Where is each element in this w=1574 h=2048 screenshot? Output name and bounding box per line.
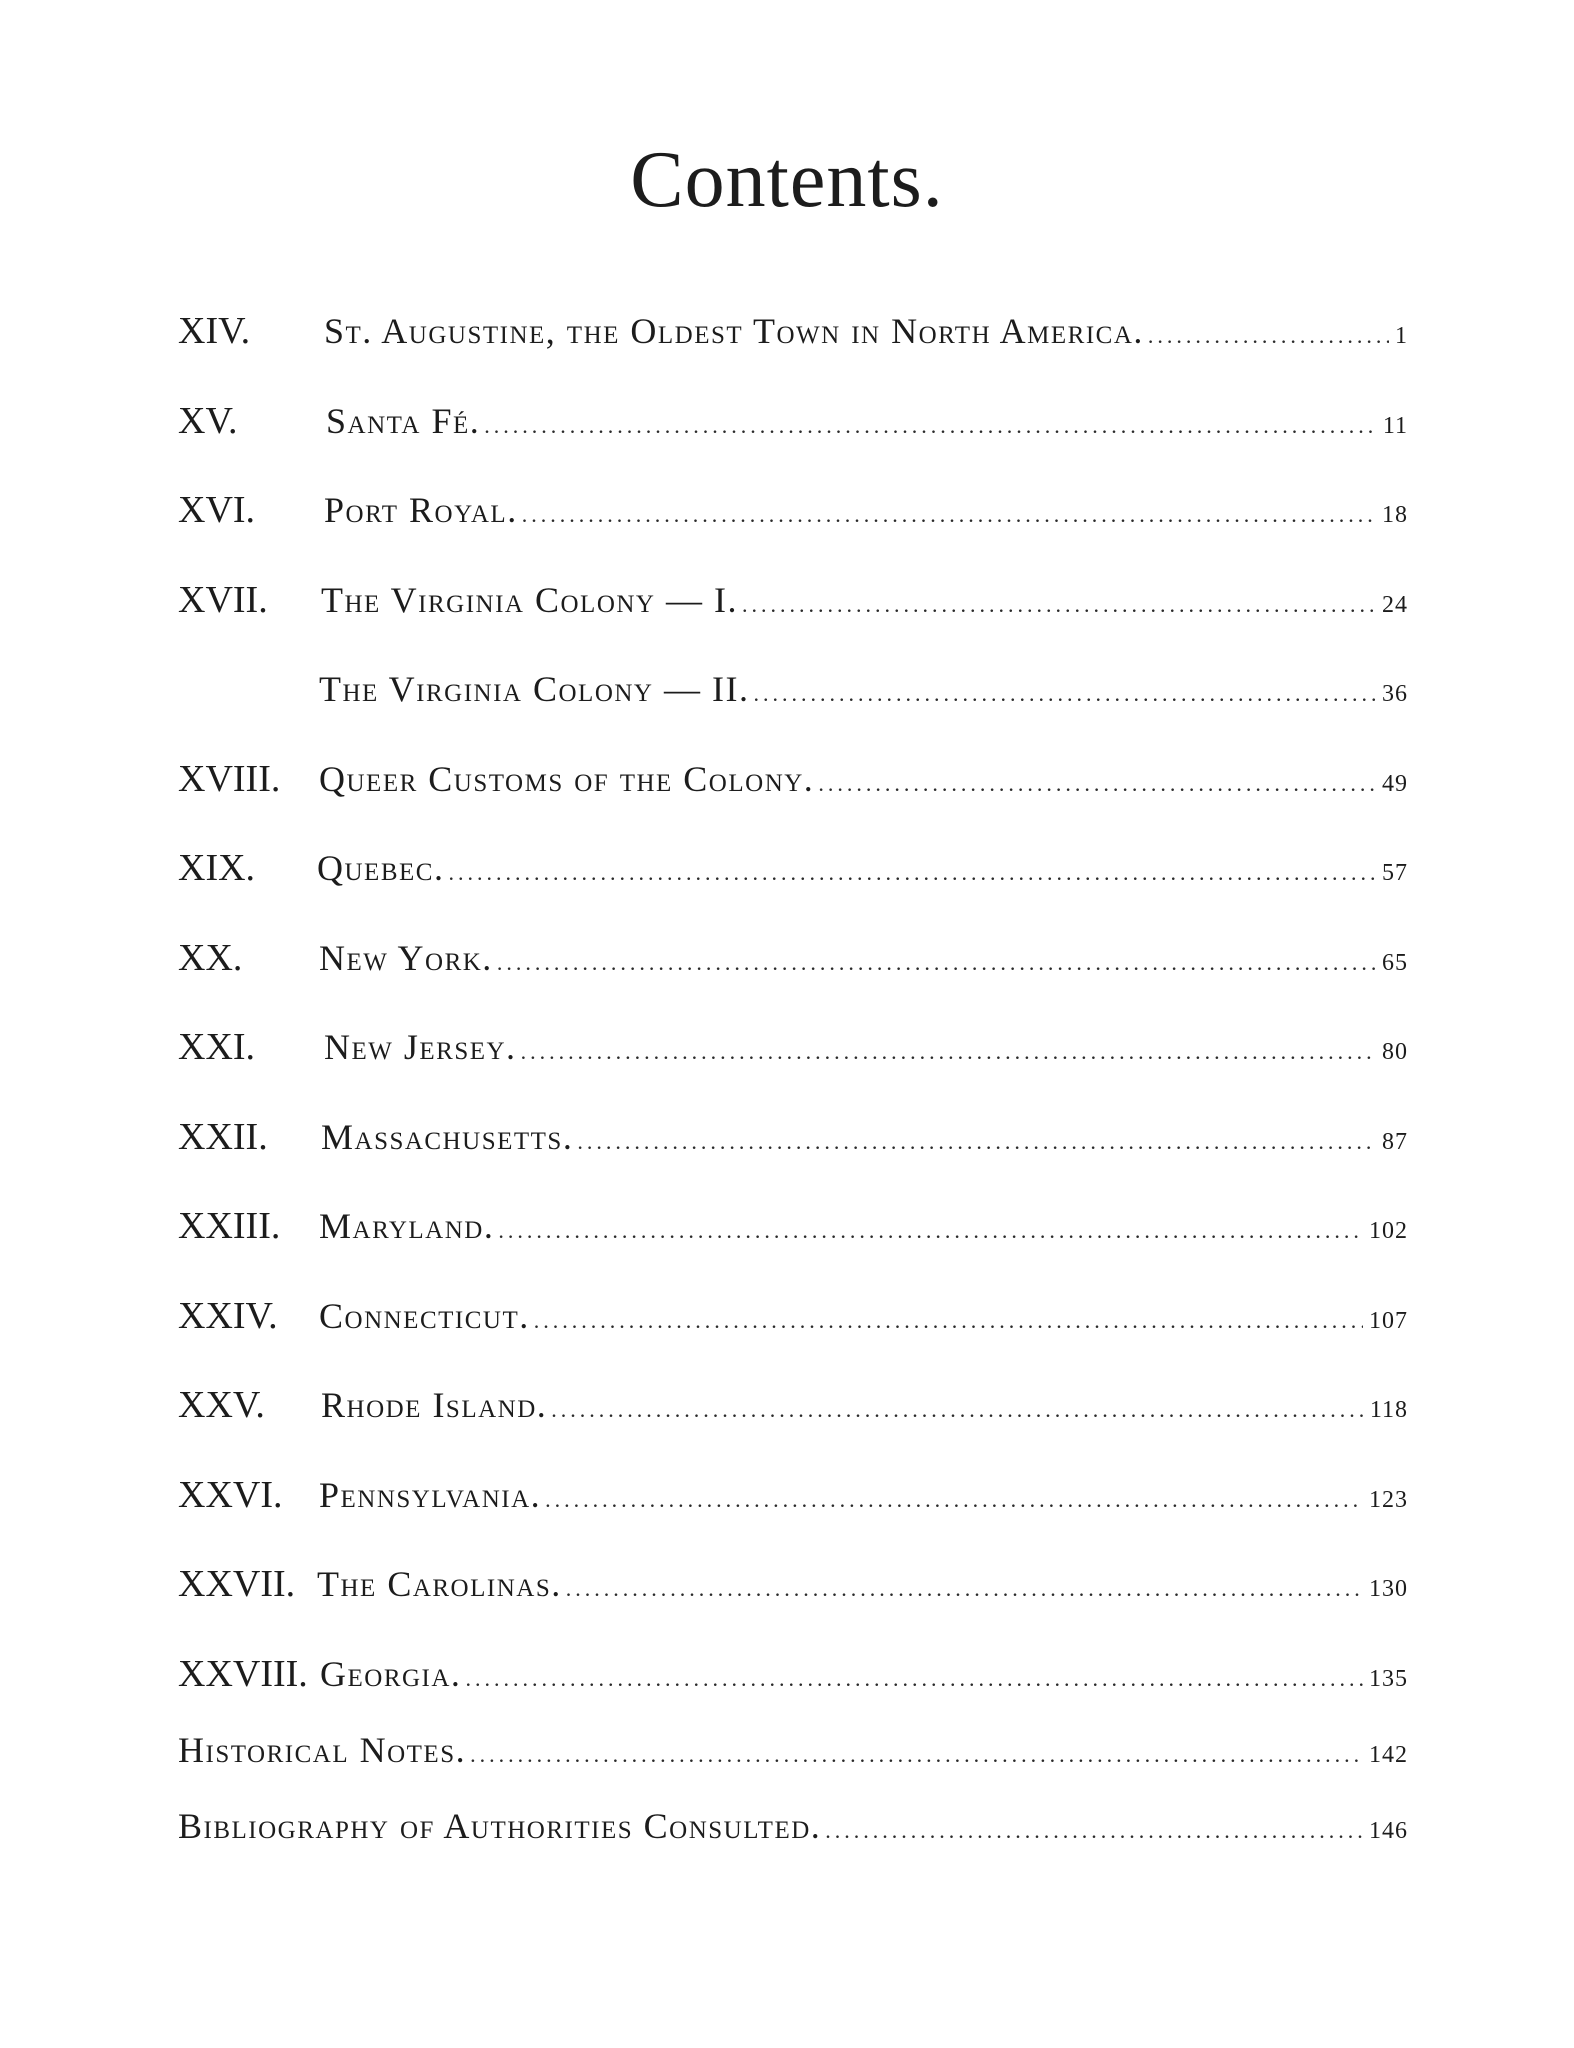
chapter-title: The Carolinas. — [317, 1564, 562, 1604]
page-number: 11 — [1382, 412, 1408, 439]
page-number: 102 — [1369, 1218, 1408, 1244]
chapter-title: Queer Customs of the Colony. — [319, 758, 815, 799]
page-number: 80 — [1382, 1039, 1408, 1065]
table-of-contents — [178, 296, 1408, 1867]
page-number: 142 — [1369, 1741, 1408, 1768]
chapter-title: The Virginia Colony — II. — [319, 669, 750, 709]
chapter-number: XVI. — [178, 489, 256, 531]
chapter-title: The Virginia Colony — I. — [321, 579, 738, 620]
page-number: 18 — [1382, 502, 1408, 528]
toc-entry[interactable] — [178, 1102, 1408, 1192]
page-number: 24 — [1382, 591, 1408, 618]
toc-entry[interactable] — [178, 833, 1408, 923]
dot-leader — [742, 570, 1376, 640]
dot-leader — [484, 391, 1377, 461]
chapter-title: Massachusetts. — [321, 1116, 574, 1157]
section-title: Bibliography of Authorities Consulted. — [178, 1805, 822, 1846]
chapter-number: XXVII. — [178, 1563, 296, 1605]
page-number: 146 — [1369, 1817, 1408, 1844]
chapter-title: New York. — [319, 937, 493, 978]
chapter-number: XXV. — [178, 1384, 265, 1426]
dot-leader — [577, 1107, 1376, 1177]
chapter-number: XVIII. — [178, 757, 281, 800]
chapter-number: XXIV. — [178, 1294, 278, 1337]
chapter-number: XXVIII. — [178, 1652, 308, 1695]
dot-leader — [470, 1720, 1363, 1790]
page-number: 36 — [1382, 681, 1408, 707]
chapter-title: Pennsylvania. — [319, 1474, 542, 1515]
page-number: 130 — [1369, 1576, 1408, 1602]
dot-leader — [753, 659, 1376, 729]
page-number: 107 — [1369, 1307, 1408, 1334]
page-number: 135 — [1369, 1665, 1408, 1692]
dot-leader — [566, 1554, 1363, 1624]
chapter-title: Rhode Island. — [321, 1385, 548, 1425]
toc-entry[interactable] — [178, 475, 1408, 565]
page-title: Contents. — [630, 136, 944, 224]
chapter-number: XXVI. — [178, 1473, 283, 1516]
toc-entry[interactable] — [178, 386, 1408, 476]
chapter-title: Georgia. — [320, 1653, 462, 1694]
toc-entry[interactable] — [178, 296, 1408, 386]
chapter-number: XIV. — [178, 310, 251, 352]
dot-leader — [448, 838, 1376, 908]
dot-leader — [825, 1796, 1363, 1866]
dot-leader — [818, 749, 1376, 819]
chapter-title: Quebec. — [317, 848, 445, 888]
page-number: 118 — [1369, 1397, 1408, 1423]
toc-entry[interactable] — [178, 744, 1408, 834]
chapter-title: St. Augustine, the Oldest Town in North America. — [324, 311, 1144, 351]
chapter-title: New Jersey. — [324, 1027, 517, 1067]
chapter-number: XX. — [178, 936, 243, 979]
chapter-number: XXIII. — [178, 1205, 281, 1247]
chapter-number: XXII. — [178, 1115, 268, 1158]
toc-entry[interactable] — [178, 923, 1408, 1013]
page-number: 49 — [1382, 770, 1408, 797]
dot-leader — [498, 1196, 1363, 1266]
page-number: 123 — [1369, 1486, 1408, 1513]
chapter-title: Maryland. — [319, 1206, 495, 1246]
toc-entry[interactable] — [178, 1549, 1408, 1639]
page-number: 1 — [1395, 323, 1408, 349]
chapter-title: Santa Fé. — [326, 400, 481, 441]
toc-entry[interactable] — [178, 1370, 1408, 1460]
dot-leader — [1148, 301, 1389, 371]
chapter-number: XV. — [178, 399, 238, 442]
toc-entry[interactable] — [178, 1715, 1408, 1791]
toc-entry[interactable] — [178, 1191, 1408, 1281]
dot-leader — [521, 1017, 1376, 1087]
dot-leader — [534, 1286, 1363, 1356]
chapter-number: XVII. — [178, 578, 268, 621]
dot-leader — [545, 1465, 1363, 1535]
chapter-title: Connecticut. — [319, 1295, 530, 1336]
section-title: Historical Notes. — [178, 1729, 467, 1770]
chapter-title: Port Royal. — [324, 490, 518, 530]
toc-entry[interactable] — [178, 1281, 1408, 1371]
dot-leader — [551, 1375, 1364, 1445]
page-number: 65 — [1382, 949, 1408, 976]
dot-leader — [522, 480, 1376, 550]
toc-entry[interactable] — [178, 565, 1408, 655]
page-number: 87 — [1382, 1128, 1408, 1155]
toc-entry[interactable] — [178, 654, 1408, 744]
toc-entry[interactable] — [178, 1012, 1408, 1102]
dot-leader — [497, 928, 1376, 998]
chapter-number: XIX. — [178, 847, 256, 889]
dot-leader — [465, 1644, 1363, 1714]
toc-entry[interactable] — [178, 1639, 1408, 1715]
toc-entry[interactable] — [178, 1791, 1408, 1867]
page-number: 57 — [1382, 860, 1408, 886]
toc-entry[interactable] — [178, 1460, 1408, 1550]
chapter-number: XXI. — [178, 1026, 256, 1068]
